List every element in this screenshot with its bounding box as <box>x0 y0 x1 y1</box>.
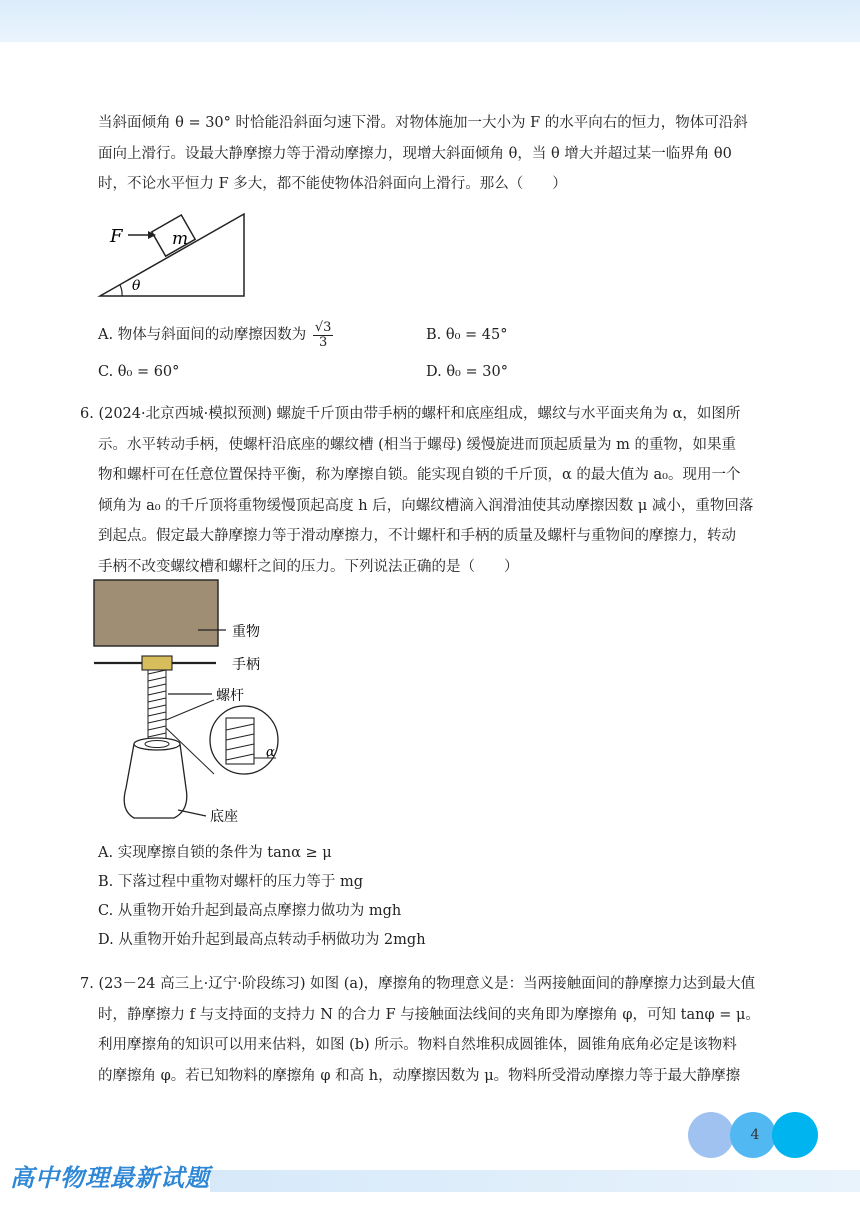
alpha-label: α <box>266 745 275 760</box>
page-circle <box>688 1112 734 1158</box>
base-label: 底座 <box>210 809 238 825</box>
page-circle <box>772 1112 818 1158</box>
fraction-denominator: 3 <box>318 334 328 350</box>
q5-option-a-text: A. 物体与斜面间的动摩擦因数为 <box>98 327 307 343</box>
screw-label: 螺杆 <box>216 688 244 704</box>
base <box>124 744 187 818</box>
q7-line: 时，静摩擦力 f 与支持面的支持力 N 的合力 F 与接触面法线间的夹角即为摩擦角 φ，可知 tanφ = μ。 <box>98 1006 760 1023</box>
q5-option-c: C. θ₀ = 60° <box>98 364 180 380</box>
q6-line: 倾角为 a₀ 的千斤顶将重物缓慢顶起高度 h 后，向螺纹槽滴入润滑油使其动摩擦因数 μ 减小，重物回落 <box>98 497 754 514</box>
q7-line: 7. (23－24 高三上·辽宁·阶段练习) 如图 (a)，摩擦角的物理意义是：当两接触面间的静摩擦力达到最大值 <box>80 976 756 992</box>
q5-line: 当斜面倾角 θ = 30° 时恰能沿斜面匀速下滑。对物体施加一大小为 F 的水平向右的恒力，物体可沿斜 <box>98 115 748 131</box>
fraction-numerator: √3 <box>314 319 332 335</box>
q6-option-c: C. 从重物开始升起到最高点摩擦力做功为 mgh <box>98 903 402 919</box>
q7-line: 利用摩擦角的知识可以用来估料，如图 (b) 所示。物料自然堆积成圆锥体，圆锥角底角必定是该物料 <box>98 1037 737 1053</box>
q6-line: 6. (2024·北京西城·模拟预测) 螺旋千斤顶由带手柄的螺杆和底座组成，螺纹与水平面夹角为 α，如图所 <box>80 406 741 422</box>
force-label: F <box>110 226 123 247</box>
q6-text <box>80 399 800 582</box>
q6-option-a: A. 实现摩擦自锁的条件为 tanα ≥ μ <box>98 845 332 861</box>
header-band <box>0 0 860 42</box>
page-number: 4 <box>750 1127 760 1143</box>
q5-option-d: D. θ₀ = 30° <box>426 364 508 380</box>
fraction <box>313 321 334 350</box>
screw-thread <box>148 670 166 748</box>
q7-text <box>80 969 800 1091</box>
q5-option-a <box>98 318 333 352</box>
q6-option-d: D. 从重物开始升起到最高点转动手柄做功为 2mgh <box>98 932 426 948</box>
angle-label: θ <box>132 278 141 294</box>
footer-band <box>210 1170 860 1192</box>
weight-box <box>94 580 218 646</box>
q5-text <box>98 108 788 200</box>
q5-line: 时，不论水平恒力 F 多大，都不能使物体沿斜面向上滑行。那么（ ） <box>98 176 567 192</box>
q6-line: 手柄不改变螺纹槽和螺杆之间的压力。下列说法正确的是（ ） <box>98 558 519 575</box>
handle-collar <box>142 656 172 670</box>
weight-label: 重物 <box>232 624 260 640</box>
q6-option-b: B. 下落过程中重物对螺杆的压力等于 mg <box>98 874 364 890</box>
jack-figure <box>90 578 290 830</box>
handle-label: 手柄 <box>232 657 260 673</box>
mass-label: m <box>172 229 189 249</box>
q5-option-b: B. θ₀ = 45° <box>426 327 508 343</box>
q7-line: 的摩擦角 φ。若已知物料的摩擦角 φ 和高 h，动摩擦因数为 μ。物料所受滑动摩擦力等于最大静摩擦 <box>98 1067 741 1084</box>
incline-figure <box>96 208 256 304</box>
angle-arc <box>120 285 122 296</box>
q6-line: 物和螺杆可在任意位置保持平衡，称为摩擦自锁。能实现自锁的千斤顶，α 的最大值为 a₀。现用一个 <box>98 467 741 483</box>
q6-line: 到起点。假定最大静摩擦力等于滑动摩擦力，不计螺杆和手柄的质量及螺杆与重物间的摩擦力，转动 <box>98 528 736 544</box>
footer-logo: 高中物理最新试题 <box>10 1164 210 1192</box>
q6-line: 示。水平转动手柄，使螺杆沿底座的螺纹槽 (相当于螺母) 缓慢旋进而顶起质量为 m 的重物，如果重 <box>98 436 736 453</box>
q5-line: 面向上滑行。设最大静摩擦力等于滑动摩擦力，现增大斜面倾角 θ，当 θ 增大并超过某一临界角 θ0 <box>98 145 732 162</box>
